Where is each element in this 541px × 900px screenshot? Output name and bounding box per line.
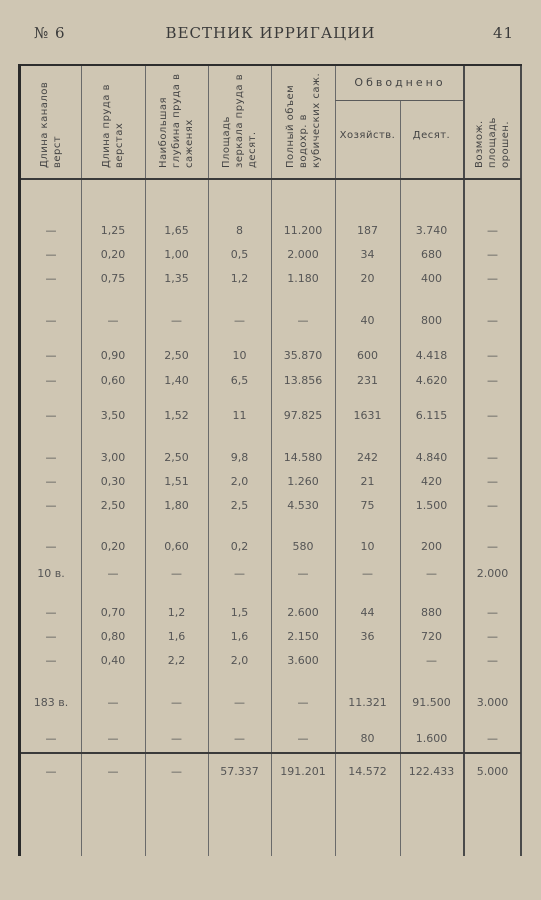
table-cell: 4.620: [415, 373, 448, 387]
table-cell: 11.200: [283, 223, 323, 237]
header-bottom-rule: [21, 178, 521, 180]
table-cell: —: [426, 566, 437, 580]
table-cell: 600: [357, 348, 378, 362]
table-cell: 2.000: [287, 247, 319, 261]
table-cell: 187: [357, 223, 378, 237]
table-cell: —: [45, 408, 57, 422]
table-cell: —: [234, 695, 245, 709]
table-cell: 1,2: [167, 605, 186, 619]
totals-cell: 191.201: [280, 764, 326, 778]
table-cell: 35.870: [283, 348, 323, 362]
table-cell: 2.150: [287, 629, 319, 643]
table-cell: 8: [236, 223, 243, 237]
col-header-3: Наибольшая глубина пруда в саженях: [158, 73, 195, 168]
table-cell: —: [107, 566, 119, 580]
table-cell: —: [171, 566, 182, 580]
table-cell: 10: [360, 539, 375, 553]
table-cell: —: [45, 605, 57, 619]
table-cell: —: [297, 731, 309, 745]
table-cell: —: [45, 247, 57, 261]
table-cell: 11: [232, 408, 247, 422]
table-cell: 1,25: [100, 223, 126, 237]
table-cell: —: [487, 605, 498, 619]
table-cell: 242: [357, 450, 378, 464]
table-cell: —: [107, 695, 119, 709]
table-cell: —: [426, 653, 437, 667]
totals-rule: [21, 752, 521, 754]
table-cell: 1,51: [164, 474, 189, 488]
table-cell: 1,2: [230, 271, 249, 285]
column-divider: [520, 66, 522, 856]
table-cell: 1,5: [230, 605, 249, 619]
table-cell: 231: [357, 373, 378, 387]
table-cell: 1,80: [164, 498, 189, 512]
table-cell: 1.260: [287, 474, 319, 488]
table-cell: 183 в.: [33, 695, 69, 709]
table-cell: —: [487, 348, 498, 362]
table-cell: —: [45, 629, 57, 643]
table-cell: —: [171, 313, 182, 327]
table-cell: —: [297, 313, 309, 327]
table-cell: 3,50: [100, 408, 126, 422]
group-header-rule: [335, 100, 463, 101]
table-cell: 80: [360, 731, 375, 745]
table-cell: 2,50: [100, 498, 126, 512]
group-header-obvodneno: Обводнено: [354, 76, 446, 89]
table-cell: 1,6: [167, 629, 186, 643]
totals-cell: —: [45, 764, 57, 778]
col-header-2: Длина пруда в верстах: [101, 84, 125, 168]
table-cell: —: [171, 731, 182, 745]
table-cell: —: [234, 313, 245, 327]
table-cell: 0,60: [100, 373, 126, 387]
table-cell: 1,00: [164, 247, 189, 261]
table-cell: 680: [421, 247, 442, 261]
totals-cell: —: [171, 764, 182, 778]
table-cell: 10 в.: [37, 566, 65, 580]
table-cell: 1.500: [415, 498, 448, 512]
table-cell: 400: [421, 271, 442, 285]
table-cell: 2,2: [167, 653, 186, 667]
table-cell: 6,5: [230, 373, 249, 387]
table-cell: —: [45, 498, 57, 512]
table-cell: 0,5: [230, 247, 249, 261]
table-cell: 20: [360, 271, 375, 285]
table-cell: 1,6: [230, 629, 249, 643]
totals-cell: 5.000: [476, 764, 509, 778]
table-cell: —: [45, 539, 57, 553]
table-cell: 3.600: [287, 653, 319, 667]
table-cell: 3,00: [100, 450, 126, 464]
table-cell: 0,40: [100, 653, 126, 667]
page-number: 41: [493, 24, 515, 42]
table-cell: 2,0: [230, 474, 249, 488]
table-cell: —: [45, 373, 57, 387]
table-cell: [335, 652, 400, 668]
table-cell: 2,50: [164, 450, 189, 464]
table-cell: 97.825: [283, 408, 323, 422]
table-cell: 40: [360, 313, 375, 327]
totals-cell: —: [107, 764, 119, 778]
table-cell: 1,40: [164, 373, 189, 387]
table-cell: 420: [421, 474, 442, 488]
table-cell: 10: [232, 348, 247, 362]
table-cell: —: [45, 223, 57, 237]
table-cell: —: [487, 474, 498, 488]
table-cell: —: [487, 247, 498, 261]
journal-title: ВЕСТНИК ИРРИГАЦИИ: [165, 24, 376, 42]
table-cell: 1,35: [164, 271, 189, 285]
totals-cell: 57.337: [220, 764, 259, 778]
table-cell: —: [45, 653, 57, 667]
table-cell: 800: [421, 313, 442, 327]
table-cell: —: [487, 450, 498, 464]
table-cell: 1,65: [164, 223, 189, 237]
table-cell: —: [234, 731, 245, 745]
table-cell: 4.840: [415, 450, 448, 464]
table-cell: 36: [360, 629, 375, 643]
table-cell: 13.856: [283, 373, 323, 387]
table-cell: 0,90: [100, 348, 126, 362]
table-cell: 1631: [353, 408, 382, 422]
table-cell: —: [487, 373, 498, 387]
table-cell: —: [45, 731, 57, 745]
table-cell: —: [107, 313, 119, 327]
col-header-5: Полный объем водохр. в кубических саж.: [284, 72, 322, 168]
table-cell: 0,2: [230, 539, 249, 553]
table-cell: —: [487, 629, 498, 643]
table-cell: 0,20: [100, 539, 126, 553]
table-cell: 2,50: [164, 348, 189, 362]
table-cell: 2.600: [287, 605, 319, 619]
table-cell: —: [297, 695, 309, 709]
table-cell: 0,20: [100, 247, 126, 261]
table-cell: 6.115: [415, 408, 448, 422]
table-cell: —: [45, 313, 57, 327]
table-cell: —: [107, 731, 119, 745]
table-cell: 91.500: [412, 695, 451, 709]
table-cell: 3.000: [476, 695, 509, 709]
table-cell: 0,70: [100, 605, 126, 619]
table-cell: —: [487, 313, 498, 327]
table-cell: 0,80: [100, 629, 126, 643]
table-cell: 2,0: [230, 653, 249, 667]
table-cell: 1.180: [287, 271, 319, 285]
table-cell: —: [45, 450, 57, 464]
table-cell: —: [487, 408, 498, 422]
col-header-4: Площадь зеркала пруда в десят.: [221, 73, 258, 168]
table-cell: 44: [360, 605, 375, 619]
totals-cell: 14.572: [348, 764, 387, 778]
table-cell: 880: [421, 605, 442, 619]
table-cell: 0,75: [100, 271, 126, 285]
table-cell: —: [362, 566, 373, 580]
table-cell: 34: [360, 247, 375, 261]
table-cell: —: [45, 474, 57, 488]
col-header-8: Возмож. площадь орошен.: [474, 117, 511, 168]
table-cell: —: [234, 566, 245, 580]
table-cell: 75: [360, 498, 375, 512]
table-cell: 11.321: [348, 695, 387, 709]
table-cell: 200: [421, 539, 442, 553]
table-cell: —: [487, 223, 498, 237]
table-cell: 21: [360, 474, 375, 488]
table-cell: 0,60: [164, 539, 189, 553]
col-header-6: Хозяйств.: [339, 130, 396, 141]
page-header: [0, 24, 541, 46]
table-cell: 1.600: [415, 731, 448, 745]
table-cell: 4.530: [287, 498, 319, 512]
totals-cell: 122.433: [408, 764, 455, 778]
table-cell: 14.580: [283, 450, 323, 464]
table-cell: —: [487, 539, 498, 553]
issue-number: № 6: [34, 24, 66, 42]
table-cell: —: [45, 271, 57, 285]
table-cell: —: [297, 566, 309, 580]
table-cell: 4.418: [415, 348, 448, 362]
table-cell: 3.740: [415, 223, 448, 237]
col-header-1: Длина каналов верст: [39, 81, 63, 168]
table-cell: 2,5: [230, 498, 249, 512]
table-cell: 9,8: [230, 450, 249, 464]
table-cell: —: [171, 695, 182, 709]
table-cell: —: [487, 271, 498, 285]
table-cell: 580: [292, 539, 314, 553]
table-cell: 1,52: [164, 408, 189, 422]
table-cell: 0,30: [100, 474, 126, 488]
table-cell: 720: [421, 629, 442, 643]
table-cell: —: [487, 731, 498, 745]
col-header-7: Десят.: [412, 130, 451, 141]
table-cell: —: [487, 498, 498, 512]
table-cell: 2.000: [476, 566, 509, 580]
table-cell: —: [45, 348, 57, 362]
table-cell: —: [487, 653, 498, 667]
